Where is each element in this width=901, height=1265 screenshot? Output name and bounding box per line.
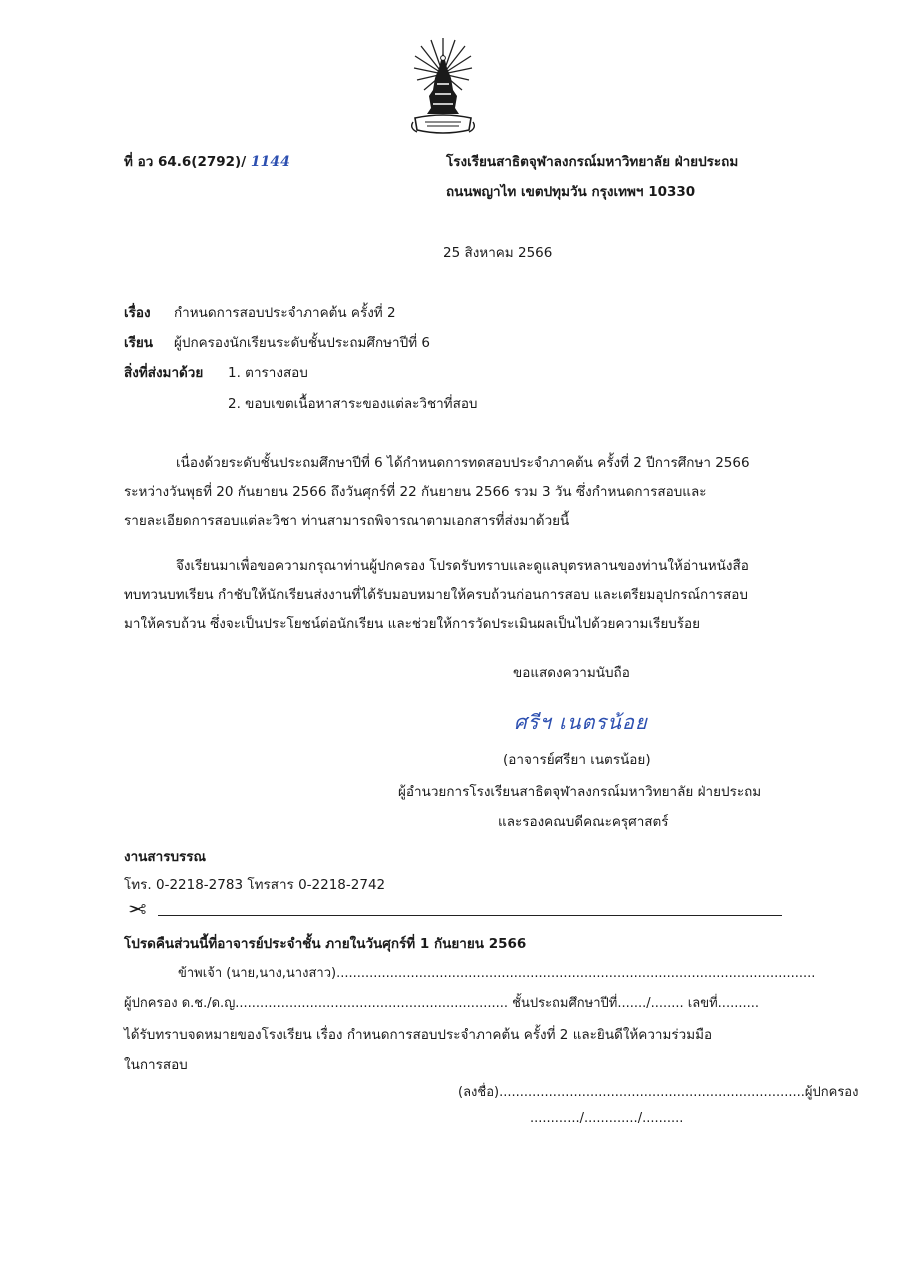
school-name: โรงเรียนสาธิตจุฬาลงกรณ์มหาวิทยาลัย ฝ่ายประถม [446,154,739,170]
letter-date: 25 สิงหาคม 2566 [443,245,553,261]
cut-line-divider [158,915,782,916]
reply-slip-line-2: ผู้ปกครอง ด.ช./ด.ญ.................................................................. ชั้นประถมศึกษาปีที่......./........ เลขที่.......... [124,996,760,1011]
reference-number [124,150,290,172]
reply-slip-line-3: ได้รับทราบจดหมายของโรงเรียน เรื่อง กำหนดการสอบประจำภาคต้น ครั้งที่ 2 และยินดีให้ความร่วมมือ [124,1027,713,1043]
paragraph-line: ระหว่างวันพุธที่ 20 กันยายน 2566 ถึงวันศุกร์ที่ 22 กันยายน 2566 รวม 3 วัน ซึ่งกำหนดการสอบและ [124,484,707,500]
reply-slip-date-line: ............/............./.......... [530,1111,684,1126]
signatory-position-2: และรองคณบดีคณะครุศาสตร์ [498,814,669,830]
to-text: ผู้ปกครองนักเรียนระดับชั้นประถมศึกษาปีที่ 6 [174,335,430,351]
reply-slip-heading: โปรดคืนส่วนนี้ที่อาจารย์ประจำชั้น ภายในวันศุกร์ที่ 1 กันยายน 2566 [124,936,527,952]
signatory-name: (อาจารย์ศรียา เนตรน้อย) [503,752,651,768]
handwritten-signature: ศรีฯ เนตรน้อย [514,710,648,734]
reference-handwritten-number: 1144 [250,154,290,170]
paragraph-line: รายละเอียดการสอบแต่ละวิชา ท่านสามารถพิจารณาตามเอกสารที่ส่งมาด้วยนี้ [124,513,570,529]
contact-phone: โทร. 0-2218-2783 โทรสาร 0-2218-2742 [124,877,386,893]
subject-text: กำหนดการสอบประจำภาคต้น ครั้งที่ 2 [174,305,396,321]
signatory-position-1: ผู้อำนวยการโรงเรียนสาธิตจุฬาลงกรณ์มหาวิทยาลัย ฝ่ายประถม [398,784,762,800]
enclosure-item-1: 1. ตารางสอบ [228,365,308,381]
subject-label: เรื่อง [124,305,151,321]
paragraph-line: มาให้ครบถ้วน ซึ่งจะเป็นประโยชน์ต่อนักเรียน และช่วยให้การวัดประเมินผลเป็นไปด้วยความเรียบร้อย [124,616,701,632]
body-paragraph-2 [124,552,788,639]
enclosure-item-2: 2. ขอบเขตเนื้อหาสาระของแต่ละวิชาที่สอบ [228,396,478,412]
school-address: ถนนพญาไท เขตปทุมวัน กรุงเทพฯ 10330 [446,184,696,200]
paragraph-line: ทบทวนบทเรียน กำชับให้นักเรียนส่งงานที่ได้รับมอบหมายให้ครบถ้วนก่อนการสอบ และเตรียมอุปกรณ์การสอบ [124,587,748,603]
body-paragraph-1 [124,449,788,536]
reply-slip-line-4: ในการสอบ [124,1057,188,1073]
reference-number-text: ที่ อว 64.6(2792)/ [124,154,247,170]
university-emblem-logo [411,34,475,138]
scissors-icon: ✂ [128,898,147,923]
reply-slip-signature-line: (ลงชื่อ)..........................................................................ผู้ปกครอง [458,1085,859,1100]
paragraph-line: เนื่องด้วยระดับชั้นประถมศึกษาปีที่ 6 ได้กำหนดการทดสอบประจำภาคต้น ครั้งที่ 2 ปีการศึกษา 2566 [176,455,750,471]
department-label: งานสารบรรณ [124,849,207,865]
closing-phrase: ขอแสดงความนับถือ [513,665,630,681]
reply-slip-line-1: ข้าพเจ้า (นาย,นาง,นางสาว).................................................................................................................... [178,966,816,981]
paragraph-line: จึงเรียนมาเพื่อขอความกรุณาท่านผู้ปกครอง โปรดรับทราบและดูแลบุตรหลานของท่านให้อ่านหนังสือ [176,558,749,574]
to-label: เรียน [124,335,154,351]
enclosures-label: สิ่งที่ส่งมาด้วย [124,365,204,381]
